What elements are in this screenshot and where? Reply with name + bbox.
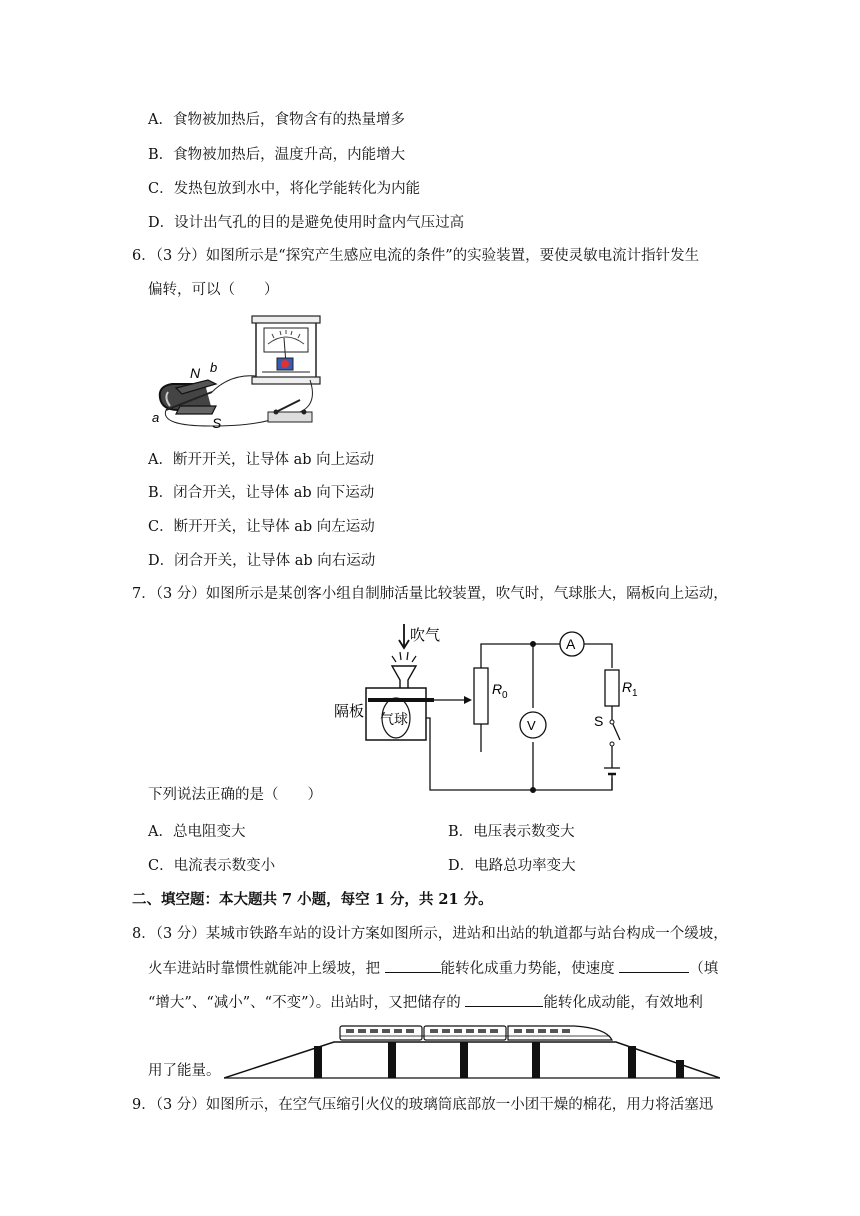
q7-stem-line1: 7．（3 分）如图所示是某创客小组自制肺活量比较装置，吹气时，气球胀大，隔板向上运动，	[132, 586, 728, 602]
label-r0-sub: 0	[502, 690, 508, 701]
label-a: a	[152, 410, 160, 425]
q6-stem-line1: 6．（3 分）如图所示是“探究产生感应电流的条件”的实验装置，要使灵敏电流计指针发生	[132, 248, 700, 264]
train-icon	[340, 1026, 612, 1040]
q5-option-d: D．设计出气孔的目的是避免使用时盒内气压过高	[148, 215, 465, 231]
label-switch: S	[594, 713, 604, 729]
q9-line1: 9．（3 分）如图所示，在空气压缩引火仪的玻璃筒底部放一小团干燥的棉花，用力将活塞迅	[132, 1097, 714, 1113]
galvanometer-icon	[252, 316, 320, 384]
q7-option-c: C．电流表示数变小	[148, 858, 276, 874]
q7-option-a: A．总电阻变大	[148, 824, 246, 840]
label-r1-sub: 1	[632, 688, 638, 699]
label-b: b	[210, 360, 218, 375]
label-blow: 吹气	[410, 627, 441, 644]
q8-line3-b: 能转化成动能，有效地利	[543, 995, 703, 1011]
q7-option-b: B．电压表示数变大	[448, 824, 575, 840]
q6-stem-line2: 偏转，可以（ ）	[148, 282, 279, 298]
blank-2[interactable]	[619, 958, 689, 973]
q8-line2-b: 能转化成重力势能，使速度	[440, 961, 620, 977]
q8-line4: 用了能量。	[148, 1063, 221, 1079]
q5-option-b: B．食物被加热后，温度升高，内能增大	[148, 147, 406, 163]
q8-line1: 8．（3 分）某城市铁路车站的设计方案如图所示，进站和出站的轨道都与站台构成一个缓坡，	[132, 926, 728, 942]
q5-option-a: A．食物被加热后，食物含有的热量增多	[148, 112, 405, 128]
q5-option-c: C．发热包放到水中，将化学能转化为内能	[148, 181, 421, 197]
q6-option-a: A．断开开关，让导体 ab 向上运动	[148, 452, 375, 468]
label-r1: R	[622, 679, 633, 695]
q6-option-b: B．闭合开关，让导体 ab 向下运动	[148, 485, 375, 501]
q7-option-d: D．电路总功率变大	[448, 858, 576, 874]
resistor-r1	[605, 670, 619, 706]
label-n: N	[190, 365, 201, 381]
label-r0: R	[492, 681, 503, 697]
section-title: 二、填空题：本大题共 7 小题，每空 1 分，共 21 分。	[132, 891, 493, 908]
blank-3[interactable]	[465, 992, 543, 1007]
label-voltmeter: V	[527, 718, 536, 733]
q6-option-d: D．闭合开关，让导体 ab 向右运动	[148, 553, 376, 569]
q6-induction-figure	[150, 314, 330, 430]
label-ammeter: A	[566, 636, 576, 652]
label-partition: 隔板	[334, 703, 365, 720]
q8-line2-a: 火车进站时靠惯性就能冲上缓坡，把	[148, 961, 385, 977]
funnel-icon	[392, 666, 416, 690]
label-s: S	[212, 415, 222, 430]
label-balloon: 气球	[380, 711, 408, 727]
q6-option-c: C．断开开关，让导体 ab 向左运动	[148, 519, 375, 535]
blank-1[interactable]	[385, 958, 441, 973]
track-pillars	[314, 1042, 684, 1078]
resistor-r0	[474, 668, 488, 724]
q8-line2	[148, 958, 718, 979]
q8-line3-a: “增大”、“减小”、“不变”）。出站时，又把储存的	[148, 995, 466, 1011]
q7-circuit-figure	[330, 618, 660, 798]
switch-s-icon	[612, 722, 620, 740]
q8-line3	[148, 992, 703, 1013]
switch-icon	[268, 400, 312, 422]
burst-icon	[392, 652, 416, 662]
q8-station-figure	[224, 1018, 720, 1080]
track-slope	[224, 1042, 720, 1078]
q7-stem-line2: 下列说法正确的是（ ）	[148, 787, 322, 803]
q8-line2-c: （填	[689, 961, 719, 977]
